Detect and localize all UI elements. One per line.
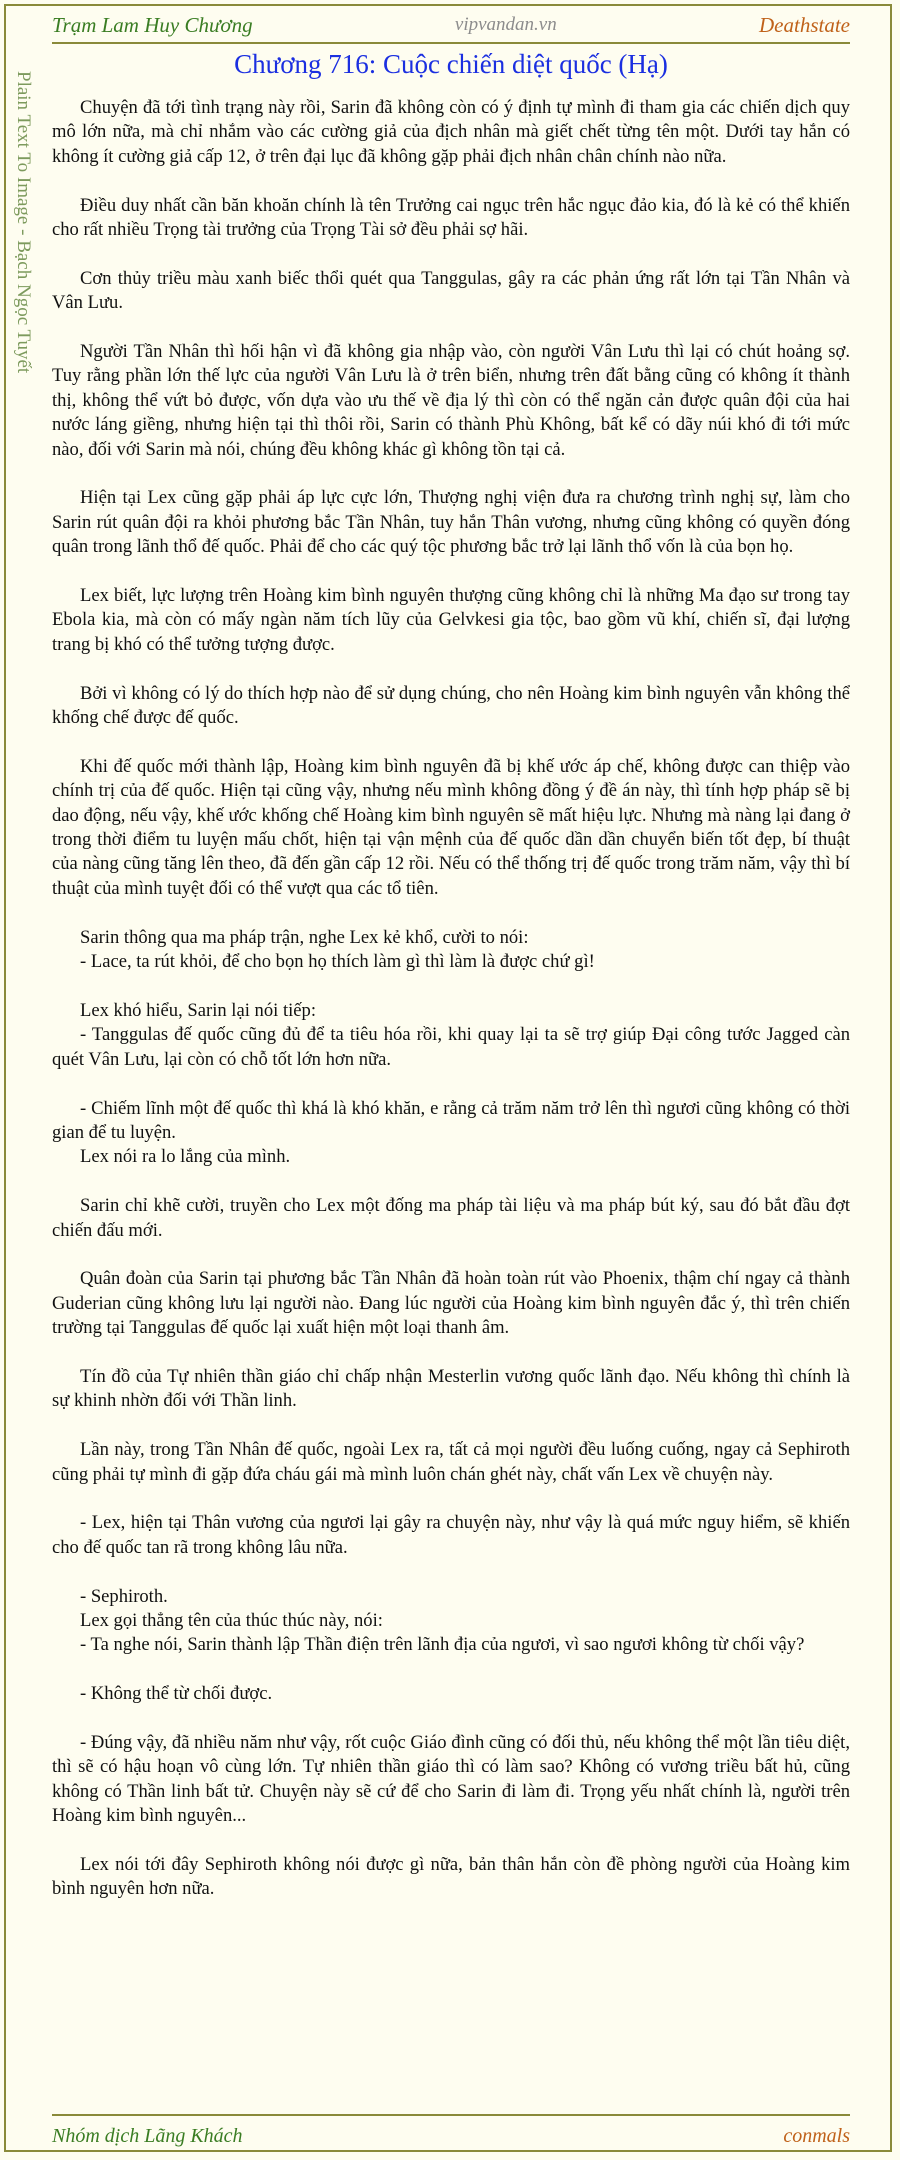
paragraph — [52, 96, 850, 169]
paragraph-line: Hiện tại Lex cũng gặp phải áp lực cực lớn, Thượng nghị viện đưa ra chương trình nghị sự, làm cho Sarin rút quân đội ra khỏi phương bắc Tần Nhân, tuy hắn Thân vương, nhưng cũng không có quyền đóng quân trong lãnh thổ đế quốc. Phải để cho các quý tộc phương bắc trở lại lãnh thổ vốn là của bọn họ. — [52, 487, 850, 558]
paragraph-line: - Ta nghe nói, Sarin thành lập Thần điện trên lãnh địa của ngươi, vì sao ngươi không từ chối vậy? — [80, 1634, 805, 1656]
paragraph — [52, 194, 850, 243]
paragraph — [52, 682, 850, 731]
paragraph-line: - Chiếm lĩnh một đế quốc thì khá là khó khăn, e rằng cả trăm năm trở lên thì ngươi cũng không có thời gian để tu luyện. — [52, 1097, 850, 1143]
paragraph — [52, 926, 850, 975]
page-header — [52, 8, 850, 42]
side-caption — [3, 52, 43, 392]
footer-left-text: Nhóm dịch Lãng Khách — [52, 2124, 243, 2147]
paragraph — [52, 486, 850, 559]
paragraph-line: - Lex, hiện tại Thân vương của ngươi lại gây ra chuyện này, như vậy là quá mức nguy hiểm, sẽ khiến cho đế quốc tan rã trong không lâu nữa. — [52, 1512, 850, 1558]
paragraph-line: Bởi vì không có lý do thích hợp nào để sử dụng chúng, cho nên Hoàng kim bình nguyên vẫn không thể khống chế được đế quốc. — [52, 682, 850, 729]
footer-right-text: conmals — [783, 2124, 850, 2147]
paragraph-line: Lex nói ra lo lắng của mình. — [80, 1146, 291, 1168]
paragraph-line: Sarin chỉ khẽ cười, truyền cho Lex một đống ma pháp tài liệu và ma pháp bút ký, sau đó bắt đầu đợt chiến đấu mới. — [52, 1195, 850, 1241]
paragraph — [52, 755, 850, 901]
chapter-title: Chương 716: Cuộc chiến diệt quốc (Hạ) — [234, 49, 668, 79]
paragraph — [52, 1682, 850, 1706]
paragraph — [52, 267, 850, 316]
header-left-text: Trạm Lam Huy Chương — [52, 12, 253, 37]
paragraph-line: Điều duy nhất cần băn khoăn chính là tên Trưởng cai ngục trên hắc ngục đảo kia, đó là kẻ có thể khiến cho rất nhiều Trọng tài trưởng của Trọng Tài sở đều phải sợ hãi. — [52, 194, 850, 241]
paragraph-line: - Lace, ta rút khỏi, để cho bọn họ thích làm gì thì làm là được chứ gì! — [80, 951, 595, 973]
paragraph — [52, 1438, 850, 1487]
paragraph-line: - Không thể từ chối được. — [80, 1683, 273, 1705]
paragraph — [52, 584, 850, 657]
paragraph — [52, 1585, 850, 1658]
side-caption-text: Plain Text To Image - Bạch Ngọc Tuyết — [13, 70, 34, 374]
paragraph — [52, 1511, 850, 1560]
paragraph — [52, 1853, 850, 1902]
paragraph — [52, 1365, 850, 1414]
paragraph-line: Tín đồ của Tự nhiên thần giáo chỉ chấp nhận Mesterlin vương quốc lãnh đạo. Nếu không thì chính là sự khinh nhờn đối với Thần linh. — [52, 1365, 850, 1412]
paragraph-line: - Tanggulas đế quốc cũng đủ để ta tiêu hóa rồi, khi quay lại ta sẽ trợ giúp Đại công tước Jagged càn quét Vân Lưu, lại còn có chỗ tốt lớn hơn nữa. — [52, 1024, 850, 1070]
paragraph-line: Lex khó hiểu, Sarin lại nói tiếp: — [80, 999, 316, 1021]
paragraph-line: - Sephiroth. — [80, 1585, 168, 1607]
paragraph-line: Lần này, trong Tần Nhân đế quốc, ngoài Lex ra, tất cả mọi người đều luống cuống, ngay cả Sephiroth cũng phải tự mình đi gặp đứa cháu gái mà mình luôn chán ghét này, chất vấn Lex về chuyện này. — [52, 1439, 850, 1485]
paragraph-line: Cơn thủy triều màu xanh biếc thổi quét qua Tanggulas, gây ra các phản ứng rất lớn tại Tần Nhân và Vân Lưu. — [52, 267, 850, 314]
footer-rule — [52, 2114, 850, 2116]
header-rule — [52, 42, 850, 44]
paragraph-line: Lex biết, lực lượng trên Hoàng kim bình nguyên thượng cũng không chỉ là những Ma đạo sư trong tay Ebola kia, mà còn có mấy ngàn năm tích lũy của Gelvkesi gia tộc, bao gồm vũ khí, chiến sĩ, đại lượng trang bị khó có thể tưởng tượng được. — [52, 585, 850, 655]
paragraph-line: - Đúng vậy, đã nhiều năm như vậy, rốt cuộc Giáo đình cũng có đối thủ, nếu không thể một lần tiêu diệt, thì sẽ có hậu hoạn vô cùng lớn. Tự nhiên thần giáo thì có làm sao? Không có vương triều bất hủ, cũng không có Thần linh bất tử. Chuyện này sẽ cứ để cho Sarin đi làm đi. Trọng yếu nhất chính là, người trên Hoàng kim bình nguyên... — [52, 1731, 850, 1827]
page-footer — [52, 2120, 850, 2152]
paragraph — [52, 340, 850, 462]
paragraph — [52, 999, 850, 1072]
chapter-body — [52, 96, 850, 1926]
paragraph — [52, 1267, 850, 1340]
paragraph — [52, 1097, 850, 1170]
header-site-text: vipvandan.vn — [454, 14, 557, 35]
paragraph-line: Lex nói tới đây Sephiroth không nói được gì nữa, bản thân hắn còn đề phòng người của Hoàng kim bình nguyên hơn nữa. — [52, 1853, 850, 1900]
paragraph-line: Người Tần Nhân thì hối hận vì đã không gia nhập vào, còn người Vân Lưu thì lại có chút hoảng sợ. Tuy rằng phần lớn thế lực của người Vân Lưu là ở trên biển, nhưng trên đất bằng cũng có không ít thành thị, không thể vứt bỏ được, vốn dựa vào ưu thế về địa lý thì còn có thể ngăn cản được quân đội của hai nước láng giềng, nhưng hiện tại thì thôi rồi, Sarin có thành Phù Không, bất kể có dãy núi khó đi tới mức nào, đối với Sarin mà nói, chúng đều không khác gì không tồn tại cả. — [52, 341, 850, 460]
paragraph — [52, 1731, 850, 1829]
paragraph — [52, 1194, 850, 1243]
paragraph-line: Khi đế quốc mới thành lập, Hoàng kim bình nguyên đã bị khế ước áp chế, không được can thiệp vào chính trị của đế quốc. Hiện tại cũng vậy, nhưng nếu mình không đồng ý đề án này, thì tính hợp pháp sẽ bị dao động, nếu vậy, khế ước khống chế Hoàng kim bình nguyên sẽ mất hiệu lực. Nhưng mà nàng lại đang ở trong thời điểm tu luyện mấu chốt, hiện tại vận mệnh của đế quốc dần dần chuyển biến tốt đẹp, bí thuật của nàng cũng tăng lên theo, đã đến gần cấp 12 rồi. Nếu có thể thống trị đế quốc trong trăm năm, vậy thì bí thuật của mình tuyệt đối có thể vượt qua các tổ tiên. — [52, 755, 850, 899]
paragraph-line: Chuyện đã tới tình trạng này rồi, Sarin đã không còn có ý định tự mình đi tham gia các chiến dịch quy mô lớn nữa, mà chỉ nhắm vào các cường giả của địch nhân mà giết chết từng tên một. Dưới tay hắn có không ít cường giả cấp 12, ở trên đại lục đã không gặp phải địch nhân chân chính nào nữa. — [52, 97, 850, 167]
paragraph-line: Sarin thông qua ma pháp trận, nghe Lex kẻ khổ, cười to nói: — [80, 926, 529, 948]
paragraph-line: Quân đoàn của Sarin tại phương bắc Tần Nhân đã hoàn toàn rút vào Phoenix, thậm chí ngay cả thành Guderian cũng không lưu lại người nào. Đang lúc người của Hoàng kim bình nguyên đắc ý, thì trên chiến trường tại Tanggulas đế quốc lại xuất hiện một loại thanh âm. — [52, 1268, 850, 1339]
header-right-text: Deathstate — [759, 12, 850, 37]
paragraph-line: Lex gọi thẳng tên của thúc thúc này, nói: — [80, 1609, 383, 1631]
